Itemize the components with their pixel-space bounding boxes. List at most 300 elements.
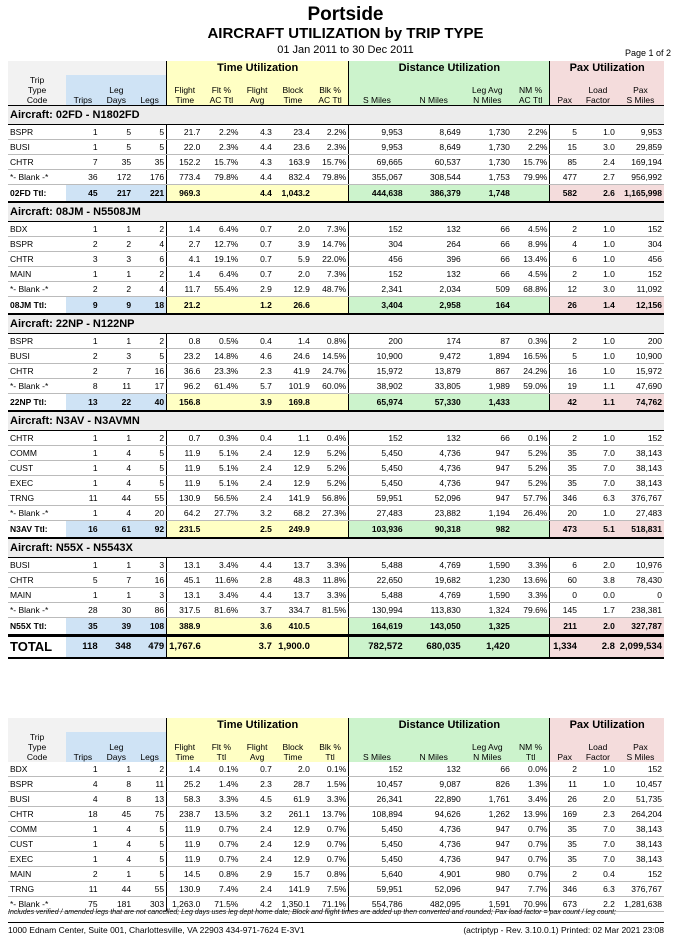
table-row: [8, 807, 664, 822]
cell-nm-pct: 16.5%: [512, 349, 550, 364]
cell-block-time: 1,900.0: [274, 636, 312, 658]
cell-leg-avg: 947: [463, 882, 512, 897]
cell-nm-pct: 70.9%: [512, 897, 550, 912]
cell-load-factor: 7.0: [579, 822, 617, 837]
col-header-line: N Miles: [419, 752, 448, 762]
cell-blk-pct: 3.3%: [312, 792, 349, 807]
cell-legs: 5: [133, 852, 167, 867]
cell-load-factor: 7.0: [579, 837, 617, 852]
cell-block-time: 26.6: [274, 297, 312, 314]
cell-trips: 36: [66, 170, 100, 185]
cell-load-factor: 7.0: [579, 461, 617, 476]
aircraft-section-header: [8, 315, 664, 334]
cell-n-miles: 22,890: [405, 792, 463, 807]
table-row: [8, 267, 664, 282]
cell-blk-pct: 2.3%: [312, 140, 349, 155]
col-header-line: Load: [588, 742, 608, 752]
cell-s-miles: 22,650: [349, 573, 405, 588]
cell-leg-avg: 1,194: [463, 506, 512, 521]
cell-nm-pct: [512, 618, 550, 635]
cell-load-factor: 1.4: [579, 297, 617, 314]
cell-n-miles: 4,736: [405, 446, 463, 461]
cell-s-miles: 15,972: [349, 364, 405, 379]
cell-nm-pct: 0.7%: [512, 867, 550, 882]
cell-nm-pct: 13.9%: [512, 807, 550, 822]
cell-blk-pct: 60.0%: [312, 379, 349, 394]
cell-leg-days: 44: [100, 882, 134, 897]
cell-flight-time: 36.6: [167, 364, 203, 379]
cell-blk-pct: 15.7%: [312, 155, 349, 170]
cell-flight-time: 58.3: [167, 792, 203, 807]
cell-nm-pct: 5.2%: [512, 461, 550, 476]
cell-flight-avg: 4.4: [240, 140, 274, 155]
cell-leg-avg: 1,989: [463, 379, 512, 394]
cell-legs: 5: [133, 461, 167, 476]
table-row: [8, 364, 664, 379]
cell-s-miles: 27,483: [349, 506, 405, 521]
cell-block-time: 12.9: [274, 461, 312, 476]
col-header-line: Block: [282, 85, 304, 95]
cell-trips: 1: [66, 588, 100, 603]
aircraft-total-row: [8, 618, 664, 635]
cell-load-factor: 7.0: [579, 446, 617, 461]
cell-trip-type: BUSI: [8, 140, 66, 155]
cell-flt-pct: 7.4%: [202, 882, 240, 897]
cell-pax: 477: [550, 170, 579, 185]
cell-trips: 1: [66, 446, 100, 461]
cell-trips: 2: [66, 867, 100, 882]
cell-trip-type: *- Blank -*: [8, 379, 66, 394]
cell-pax: 19: [550, 379, 579, 394]
cell-pax-s-miles: 11,092: [617, 282, 664, 297]
cell-nm-pct: 2.2%: [512, 140, 550, 155]
aircraft-label: Aircraft: N3AV - N3AVMN: [8, 412, 664, 431]
cell-pax: 6: [550, 558, 579, 573]
cell-trip-type: BDX: [8, 222, 66, 237]
footer-version: (actriptyp - Rev. 3.10.0.1) Printed: 02 Mar 2021 23:08: [463, 925, 664, 935]
cell-flight-avg: 2.8: [240, 573, 274, 588]
cell-load-factor: 1.0: [579, 364, 617, 379]
cell-block-time: 163.9: [274, 155, 312, 170]
cell-load-factor: 2.7: [579, 170, 617, 185]
cell-s-miles: 10,900: [349, 349, 405, 364]
cell-leg-avg: 826: [463, 777, 512, 792]
cell-nm-pct: 8.9%: [512, 237, 550, 252]
col-header-line: NM %: [519, 742, 543, 752]
cell-flight-time: 13.1: [167, 558, 203, 573]
cell-leg-avg: 1,591: [463, 897, 512, 912]
cell-blk-pct: 2.2%: [312, 125, 349, 140]
cell-leg-avg: 66: [463, 252, 512, 267]
header-spacer: [8, 61, 167, 75]
cell-trips: 1: [66, 431, 100, 446]
cell-flight-time: 231.5: [167, 521, 203, 538]
cell-s-miles: 164,619: [349, 618, 405, 635]
cell-pax: 2: [550, 267, 579, 282]
cell-pax-s-miles: 2,099,534: [617, 636, 664, 658]
cell-trip-type: COMM: [8, 446, 66, 461]
cell-n-miles: 60,537: [405, 155, 463, 170]
cell-trip-type: EXEC: [8, 476, 66, 491]
cell-block-time: 1,350.1: [274, 897, 312, 912]
cell-load-factor: 3.8: [579, 573, 617, 588]
cell-trip-type: BUSI: [8, 349, 66, 364]
cell-pax: 15: [550, 140, 579, 155]
table-row: [8, 777, 664, 792]
cell-flight-avg: 2.4: [240, 882, 274, 897]
cell-leg-avg: 1,761: [463, 792, 512, 807]
cell-n-miles: 386,379: [405, 185, 463, 202]
cell-load-factor: 1.0: [579, 762, 617, 777]
cell-trip-type: BSPR: [8, 777, 66, 792]
table-row: [8, 334, 664, 349]
cell-trips: 5: [66, 573, 100, 588]
cell-pax: 4: [550, 237, 579, 252]
cell-block-time: 2.0: [274, 222, 312, 237]
cell-flight-avg: 4.3: [240, 125, 274, 140]
cell-flight-time: 21.2: [167, 297, 203, 314]
cell-leg-days: 348: [100, 636, 134, 658]
cell-blk-pct: 48.7%: [312, 282, 349, 297]
cell-blk-pct: 24.7%: [312, 364, 349, 379]
cell-trips: 1: [66, 558, 100, 573]
cell-flight-avg: 2.9: [240, 282, 274, 297]
cell-blk-pct: 3.3%: [312, 558, 349, 573]
cell-s-miles: 5,450: [349, 837, 405, 852]
col-header-line: Blk %: [319, 742, 341, 752]
col-header-line: Type: [27, 85, 47, 95]
cell-trips: 13: [66, 394, 100, 411]
cell-pax: 35: [550, 837, 579, 852]
cell-blk-pct: 5.2%: [312, 461, 349, 476]
table-row: [8, 431, 664, 446]
cell-pax: 35: [550, 446, 579, 461]
cell-load-factor: 1.0: [579, 334, 617, 349]
cell-leg-avg: 1,748: [463, 185, 512, 202]
cell-leg-days: 172: [100, 170, 134, 185]
cell-trip-type: CHTR: [8, 364, 66, 379]
cell-flt-pct: 23.3%: [202, 364, 240, 379]
cell-load-factor: 2.4: [579, 155, 617, 170]
cell-load-factor: 1.0: [579, 267, 617, 282]
cell-blk-pct: 0.7%: [312, 822, 349, 837]
cell-n-miles: 57,330: [405, 394, 463, 411]
cell-s-miles: 5,450: [349, 461, 405, 476]
cell-pax-s-miles: 38,143: [617, 852, 664, 867]
cell-blk-pct: 22.0%: [312, 252, 349, 267]
cell-flt-pct: 2.2%: [202, 125, 240, 140]
cell-legs: 92: [133, 521, 167, 538]
cell-blk-pct: 0.7%: [312, 852, 349, 867]
cell-leg-days: 4: [100, 446, 134, 461]
cell-blk-pct: 71.1%: [312, 897, 349, 912]
cell-leg-days: 7: [100, 364, 134, 379]
table-row: [8, 603, 664, 618]
cell-flt-pct: 56.5%: [202, 491, 240, 506]
aircraft-section-header: [8, 412, 664, 431]
cell-trip-type: *- Blank -*: [8, 506, 66, 521]
cell-s-miles: 456: [349, 252, 405, 267]
cell-nm-pct: 3.3%: [512, 588, 550, 603]
cell-flight-time: 11.9: [167, 461, 203, 476]
cell-leg-avg: 1,325: [463, 618, 512, 635]
cell-flt-pct: [202, 636, 240, 658]
cell-block-time: 1.1: [274, 431, 312, 446]
cell-pax: 346: [550, 491, 579, 506]
cell-trips: 11: [66, 491, 100, 506]
cell-s-miles: 69,665: [349, 155, 405, 170]
cell-flight-avg: 4.3: [240, 155, 274, 170]
cell-pax: 582: [550, 185, 579, 202]
cell-leg-avg: 164: [463, 297, 512, 314]
cell-nm-pct: 0.7%: [512, 852, 550, 867]
cell-legs: 16: [133, 573, 167, 588]
cell-s-miles: 9,953: [349, 140, 405, 155]
cell-pax-s-miles: 327,787: [617, 618, 664, 635]
cell-flt-pct: 3.4%: [202, 588, 240, 603]
cell-flt-pct: 81.6%: [202, 603, 240, 618]
col-header-blk-pct: [312, 732, 349, 762]
cell-flight-time: 96.2: [167, 379, 203, 394]
cell-pax: 60: [550, 573, 579, 588]
col-header-line: N Miles: [473, 95, 502, 105]
cell-n-miles: 4,736: [405, 852, 463, 867]
cell-flight-avg: 0.7: [240, 267, 274, 282]
cell-trip-type: CHTR: [8, 573, 66, 588]
cell-leg-avg: 1,894: [463, 349, 512, 364]
col-header-line: N Miles: [419, 95, 448, 105]
cell-load-factor: 1.0: [579, 237, 617, 252]
cell-s-miles: 3,404: [349, 297, 405, 314]
col-header-block-time: [274, 732, 312, 762]
cell-leg-avg: 947: [463, 446, 512, 461]
cell-flight-avg: 2.5: [240, 521, 274, 538]
cell-flight-avg: 0.4: [240, 431, 274, 446]
cell-legs: 4: [133, 282, 167, 297]
cell-flt-pct: 55.4%: [202, 282, 240, 297]
cell-flight-time: 11.7: [167, 282, 203, 297]
cell-nm-pct: 26.4%: [512, 506, 550, 521]
cell-trip-type: MAIN: [8, 588, 66, 603]
cell-n-miles: 90,318: [405, 521, 463, 538]
cell-blk-pct: 14.7%: [312, 237, 349, 252]
cell-load-factor: 2.3: [579, 807, 617, 822]
cell-block-time: 261.1: [274, 807, 312, 822]
col-header-line: Pax: [557, 752, 572, 762]
aircraft-label: Aircraft: 08JM - N5508JM: [8, 203, 664, 222]
cell-blk-pct: [312, 521, 349, 538]
cell-s-miles: 2,341: [349, 282, 405, 297]
cell-legs: 5: [133, 140, 167, 155]
cell-flt-pct: 3.4%: [202, 558, 240, 573]
table-row: [8, 867, 664, 882]
cell-flight-time: 152.2: [167, 155, 203, 170]
cell-flight-avg: 2.3: [240, 364, 274, 379]
cell-pax: 11: [550, 777, 579, 792]
cell-pax: 2: [550, 222, 579, 237]
aircraft-label: Aircraft: N55X - N5543X: [8, 539, 664, 558]
cell-nm-pct: 0.0%: [512, 762, 550, 777]
cell-trip-type: *- Blank -*: [8, 282, 66, 297]
cell-trips: 118: [66, 636, 100, 658]
cell-leg-avg: 947: [463, 822, 512, 837]
cell-pax: 5: [550, 125, 579, 140]
cell-n-miles: 132: [405, 431, 463, 446]
cell-leg-days: 30: [100, 603, 134, 618]
cell-flight-time: 13.1: [167, 588, 203, 603]
cell-flight-avg: 3.7: [240, 603, 274, 618]
cell-leg-avg: 1,730: [463, 155, 512, 170]
cell-flight-time: 64.2: [167, 506, 203, 521]
cell-trips: 1: [66, 837, 100, 852]
cell-pax: 2: [550, 762, 579, 777]
cell-legs: 11: [133, 777, 167, 792]
cell-pax: 35: [550, 461, 579, 476]
cell-leg-avg: 980: [463, 867, 512, 882]
cell-n-miles: 264: [405, 237, 463, 252]
cell-nm-pct: 24.2%: [512, 364, 550, 379]
cell-flight-avg: 4.4: [240, 588, 274, 603]
table-row: [8, 882, 664, 897]
cell-trip-type: CHTR: [8, 431, 66, 446]
cell-pax-s-miles: 518,831: [617, 521, 664, 538]
cell-load-factor: 1.0: [579, 222, 617, 237]
cell-leg-avg: 1,753: [463, 170, 512, 185]
table-row: [8, 237, 664, 252]
cell-block-time: 48.3: [274, 573, 312, 588]
cell-flight-time: 2.7: [167, 237, 203, 252]
cell-block-time: 12.9: [274, 822, 312, 837]
col-header-load-factor: [579, 75, 617, 105]
col-header-trip-type: [8, 732, 66, 762]
cell-n-miles: 13,879: [405, 364, 463, 379]
cell-flight-time: 11.9: [167, 852, 203, 867]
cell-pax-s-miles: 10,457: [617, 777, 664, 792]
cell-flt-pct: [202, 521, 240, 538]
cell-trips: 45: [66, 185, 100, 202]
cell-legs: 479: [133, 636, 167, 658]
cell-legs: 2: [133, 267, 167, 282]
table-row: [8, 792, 664, 807]
cell-legs: 5: [133, 822, 167, 837]
cell-flight-time: 25.2: [167, 777, 203, 792]
cell-trips: 2: [66, 282, 100, 297]
col-header-s-miles: [349, 75, 405, 105]
cell-flight-avg: 2.3: [240, 777, 274, 792]
time-utilization-header: Time Utilization: [167, 718, 349, 732]
col-header-line: Time: [283, 95, 303, 105]
cell-block-time: 12.9: [274, 852, 312, 867]
col-header-line: Trip: [29, 732, 45, 742]
cell-n-miles: 8,649: [405, 125, 463, 140]
col-header-line: Leg: [109, 742, 124, 752]
cell-n-miles: 308,544: [405, 170, 463, 185]
cell-flt-pct: [202, 618, 240, 635]
table-row: [8, 822, 664, 837]
cell-block-time: 12.9: [274, 837, 312, 852]
cell-trips: 2: [66, 364, 100, 379]
cell-flight-avg: 3.7: [240, 636, 274, 658]
col-header-line: S Miles: [362, 752, 391, 762]
cell-flt-pct: 1.4%: [202, 777, 240, 792]
col-header-line: Ttl: [325, 752, 335, 762]
cell-pax-s-miles: 29,859: [617, 140, 664, 155]
cell-block-time: 41.9: [274, 364, 312, 379]
cell-n-miles: 396: [405, 252, 463, 267]
cell-trip-type: CUST: [8, 837, 66, 852]
cell-block-time: 1.4: [274, 334, 312, 349]
col-header-line: Pax: [557, 95, 572, 105]
cell-leg-days: 11: [100, 379, 134, 394]
cell-load-factor: 2.0: [579, 792, 617, 807]
cell-leg-days: 1: [100, 431, 134, 446]
cell-pax-s-miles: 10,976: [617, 558, 664, 573]
cell-blk-pct: 79.8%: [312, 170, 349, 185]
cell-pax: 35: [550, 822, 579, 837]
cell-nm-pct: [512, 394, 550, 411]
aircraft-total-row: [8, 394, 664, 411]
cell-n-miles: 8,649: [405, 140, 463, 155]
cell-s-miles: 304: [349, 237, 405, 252]
cell-pax-s-miles: 304: [617, 237, 664, 252]
cell-trips: 1: [66, 852, 100, 867]
col-header-flight-time: [167, 732, 203, 762]
cell-leg-days: 8: [100, 792, 134, 807]
cell-trips: 9: [66, 297, 100, 314]
table-row: [8, 282, 664, 297]
cell-block-time: 2.0: [274, 762, 312, 777]
cell-flight-time: 0.7: [167, 431, 203, 446]
cell-flight-avg: 0.4: [240, 334, 274, 349]
cell-leg-days: 35: [100, 155, 134, 170]
cell-blk-pct: 0.8%: [312, 867, 349, 882]
cell-leg-avg: 1,730: [463, 125, 512, 140]
col-header-line: Code: [26, 752, 48, 762]
cell-flight-time: 11.9: [167, 822, 203, 837]
col-header-line: Trips: [73, 752, 93, 762]
cell-pax-s-miles: 200: [617, 334, 664, 349]
cell-trip-type: *- Blank -*: [8, 170, 66, 185]
cell-load-factor: 0.4: [579, 867, 617, 882]
cell-pax: 169: [550, 807, 579, 822]
cell-flt-pct: 0.5%: [202, 334, 240, 349]
cell-flt-pct: 14.8%: [202, 349, 240, 364]
cell-leg-days: 2: [100, 237, 134, 252]
col-header-flight-avg: [240, 732, 274, 762]
cell-n-miles: 94,626: [405, 807, 463, 822]
cell-pax-s-miles: 10,900: [617, 349, 664, 364]
cell-nm-pct: 0.1%: [512, 431, 550, 446]
cell-leg-avg: 947: [463, 852, 512, 867]
group-header-row: [8, 61, 664, 75]
cell-n-miles: 4,736: [405, 461, 463, 476]
cell-pax-s-miles: 152: [617, 267, 664, 282]
cell-flight-avg: 3.9: [240, 394, 274, 411]
cell-legs: 2: [133, 431, 167, 446]
cell-leg-avg: 509: [463, 282, 512, 297]
cell-trip-type: N55X Ttl:: [8, 618, 66, 635]
cell-flt-pct: [202, 394, 240, 411]
cell-block-time: 5.9: [274, 252, 312, 267]
cell-pax: 0: [550, 588, 579, 603]
col-header-nm-pct: [512, 732, 550, 762]
cell-nm-pct: 59.0%: [512, 379, 550, 394]
cell-flt-pct: 5.1%: [202, 446, 240, 461]
cell-leg-days: 1: [100, 334, 134, 349]
cell-flight-time: 1.4: [167, 222, 203, 237]
cell-legs: 13: [133, 792, 167, 807]
table-row: [8, 125, 664, 140]
